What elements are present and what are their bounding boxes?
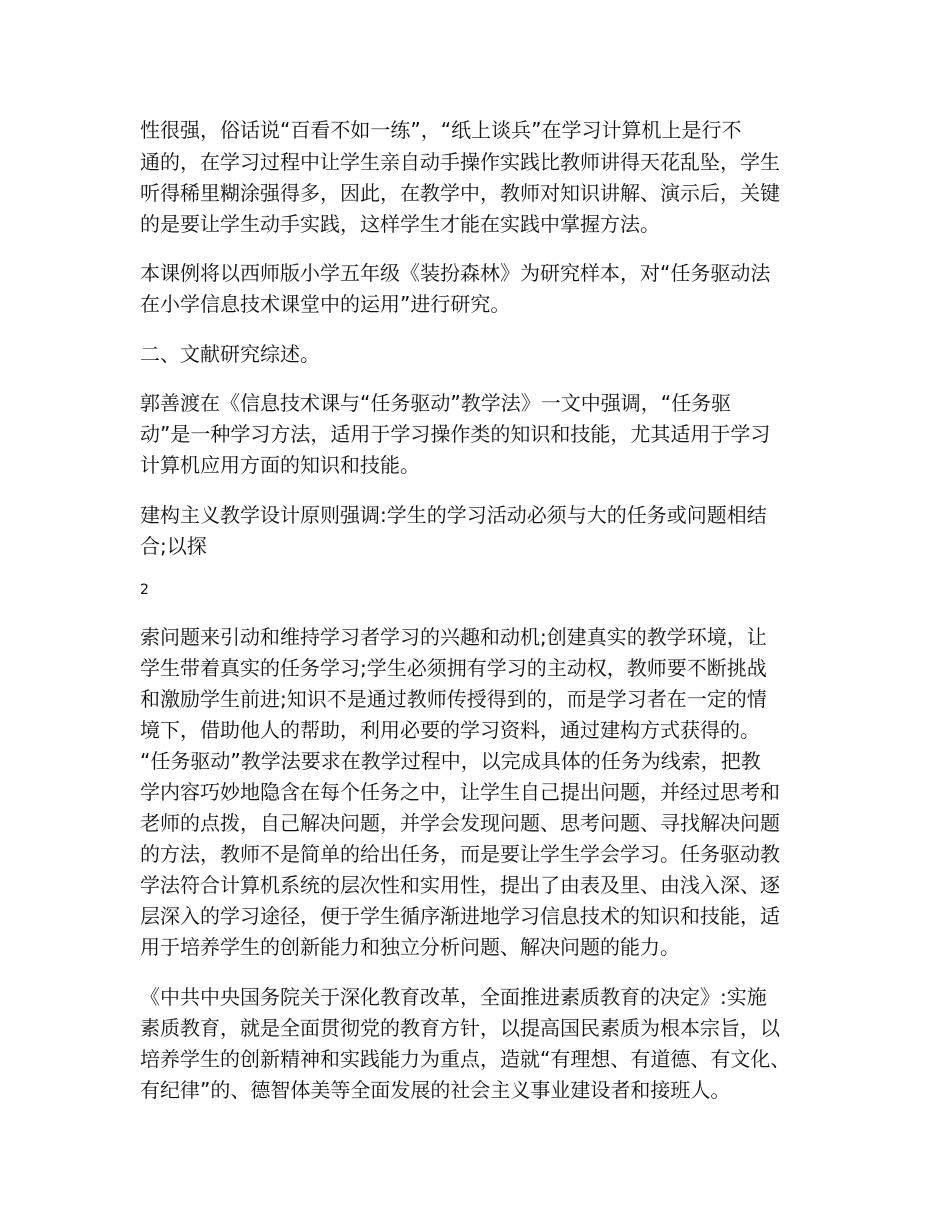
- paragraph-line: 层深入的学习途径，便于学生循序渐进地学习信息技术的知识和技能，适: [140, 904, 780, 928]
- paragraph-line: 本课例将以西师版小学五年级《装扮森林》为研究样本，对“任务驱动法: [140, 261, 771, 285]
- paragraph-line: 听得稀里糊涂强得多，因此，在教学中，教师对知识讲解、演示后，关键: [140, 181, 780, 205]
- paragraph-line: 有纪律”的、德智体美等全面发展的社会主义事业建设者和接班人。: [140, 1078, 731, 1102]
- paragraph-line: 性很强，俗话说“百看不如一练”，“纸上谈兵”在学习计算机上是行不: [140, 118, 742, 142]
- paragraph-line: 的是要让学生动手实践，这样学生才能在实践中掌握方法。: [140, 212, 660, 236]
- paragraph-line: 计算机应用方面的知识和技能。: [140, 453, 420, 477]
- paragraph-line: 素质教育，就是全面贯彻党的教育方针，以提高国民素质为根本宗旨，以: [140, 1016, 780, 1040]
- paragraph-line: “任务驱动”教学法要求在教学过程中，以完成具体的任务为线索，把教: [140, 749, 761, 773]
- paragraph-line: 索问题来引动和维持学习者学习的兴趣和动机;创建真实的教学环境，让: [140, 625, 767, 649]
- paragraph-line: 老师的点拨，自己解决问题，并学会发现问题、思考问题、寻找解决问题: [140, 811, 780, 835]
- paragraph-line: 动”是一种学习方法，适用于学习操作类的知识和技能，尤其适用于学习: [140, 422, 771, 446]
- page-number: 2: [140, 582, 149, 598]
- paragraph-line: 用于培养学生的创新能力和独立分析问题、解决问题的能力。: [140, 935, 680, 959]
- paragraph-line: 通的，在学习过程中让学生亲自动手操作实践比教师讲得天花乱坠，学生: [140, 150, 780, 174]
- paragraph-line: 合;以探: [140, 534, 207, 558]
- paragraph-line: 和激励学生前进;知识不是通过教师传授得到的，而是学习者在一定的情: [140, 687, 767, 711]
- paragraph-line: 郭善渡在《信息技术课与“任务驱动”教学法》一文中强调，“任务驱: [140, 391, 732, 415]
- paragraph-line: 的方法，教师不是简单的给出任务，而是要让学生学会学习。任务驱动教: [140, 842, 780, 866]
- paragraph-line: 学法符合计算机系统的层次性和实用性，提出了由表及里、由浅入深、逐: [140, 873, 780, 897]
- paragraph-line: 培养学生的创新精神和实践能力为重点，造就“有理想、有道德、有文化、: [140, 1047, 791, 1071]
- paragraph-line: 建构主义教学设计原则强调:学生的学习活动必须与大的任务或问题相结: [140, 503, 767, 527]
- paragraph-line: 境下，借助他人的帮助，利用必要的学习资料，通过建构方式获得的。: [140, 718, 760, 742]
- paragraph-line: 学内容巧妙地隐含在每个任务之中，让学生自己提出问题，并经过思考和: [140, 780, 780, 804]
- paragraph-line: 《中共中央国务院关于深化教育改革，全面推进素质教育的决定》:实施: [140, 985, 767, 1009]
- section-heading: 二、文献研究综述。: [140, 342, 320, 366]
- paragraph-line: 在小学信息技术课堂中的运用”进行研究。: [140, 292, 511, 316]
- paragraph-line: 学生带着真实的任务学习;学生必须拥有学习的主动权，教师要不断挑战: [140, 656, 767, 680]
